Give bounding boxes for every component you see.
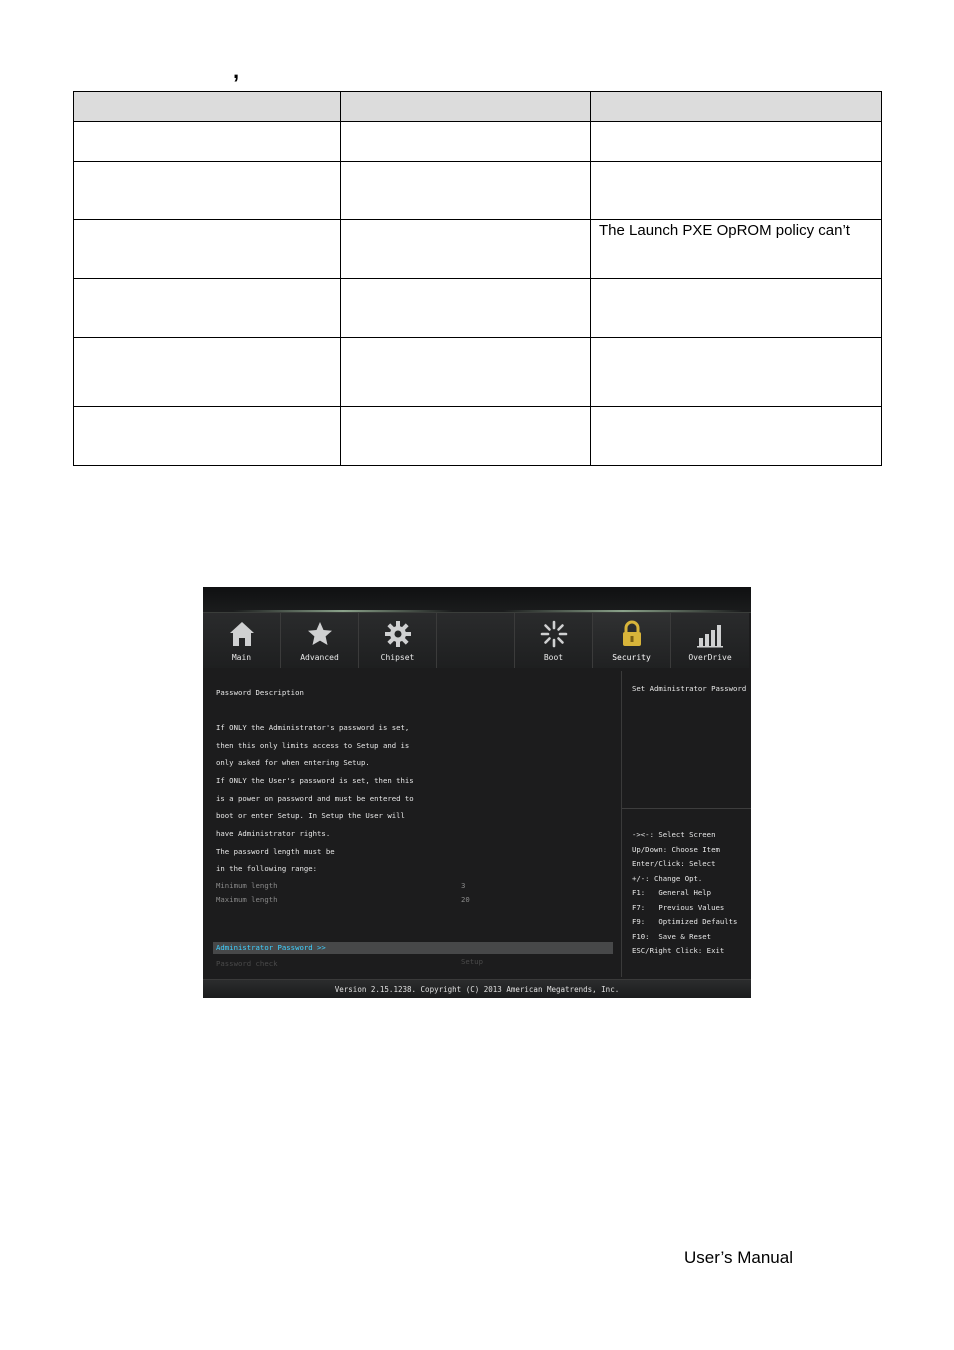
min-length-label: Minimum length <box>216 881 278 890</box>
table-header-cell <box>74 92 341 122</box>
stray-comma: , <box>233 58 240 83</box>
key-line: +/-: Change Opt. <box>632 873 703 883</box>
table-cell <box>74 279 341 338</box>
tab-label: Chipset <box>380 653 415 662</box>
tab-empty <box>437 613 515 668</box>
table-cell <box>591 122 882 162</box>
table-cell: The Launch PXE OpROM policy can’t <box>591 220 882 279</box>
table-row <box>74 162 882 220</box>
table-row <box>74 279 882 338</box>
tab-label: Advanced <box>300 653 339 662</box>
home-icon <box>227 619 257 649</box>
boot-spinner-icon <box>539 619 569 649</box>
key-line: Up/Down: Choose Item <box>632 844 720 854</box>
table-cell <box>341 279 591 338</box>
table-cell <box>591 279 882 338</box>
help-text: Set Administrator Password <box>632 684 747 693</box>
tab-label: Main <box>231 653 252 662</box>
description-line: The password length must be <box>216 847 335 856</box>
table-cell <box>591 407 882 466</box>
table-header-cell <box>591 92 882 122</box>
table-row <box>74 220 882 279</box>
description-line: is a power on password and must be entered to <box>216 794 414 803</box>
table-cell <box>341 162 591 220</box>
bios-tab-bar <box>203 613 751 668</box>
table-cell <box>341 220 591 279</box>
table-row <box>74 122 882 162</box>
key-line: F1: General Help <box>632 888 712 897</box>
table-header-cell <box>341 92 591 122</box>
bios-help-pane <box>621 671 751 977</box>
table-cell <box>74 162 341 220</box>
description-title: Password Description <box>216 688 304 697</box>
tab-security[interactable] <box>593 613 671 668</box>
description-line: have Administrator rights. <box>216 829 331 838</box>
tab-main[interactable] <box>203 613 281 668</box>
tab-label: Boot <box>543 653 564 662</box>
table-cell <box>591 338 882 407</box>
key-legend <box>632 828 737 959</box>
description-line: boot or enter Setup. In Setup the User will <box>216 811 405 820</box>
settings-table <box>73 91 882 466</box>
tab-label: Security <box>612 653 651 662</box>
max-length-value: 20 <box>461 895 470 904</box>
page-footer-title: User’s Manual <box>684 1248 793 1267</box>
table-cell <box>341 407 591 466</box>
table-cell <box>74 407 341 466</box>
description-line: then this only limits access to Setup and is <box>216 741 410 750</box>
table-cell <box>341 122 591 162</box>
lock-icon <box>617 619 647 649</box>
password-check-value[interactable]: Setup <box>461 957 483 966</box>
description-line: If ONLY the Administrator's password is set, <box>216 723 410 732</box>
table-cell <box>591 162 882 220</box>
description-line: If ONLY the User's password is set, then this <box>216 776 414 785</box>
description-line: in the following range: <box>216 864 318 873</box>
tab-advanced[interactable] <box>281 613 359 668</box>
star-icon <box>305 619 335 649</box>
administrator-password-label: Administrator Password >> <box>216 943 326 952</box>
table-row <box>74 338 882 407</box>
bios-main-pane <box>203 671 619 977</box>
bios-top-bar <box>203 587 751 613</box>
password-check-label[interactable]: Password check <box>216 959 278 968</box>
key-line: F7: Previous Values <box>632 902 725 912</box>
table-cell <box>341 338 591 407</box>
table-row <box>74 407 882 466</box>
gear-icon <box>383 619 413 649</box>
max-length-label: Maximum length <box>216 895 278 904</box>
tab-boot[interactable] <box>515 613 593 668</box>
description-line: only asked for when entering Setup. <box>216 758 370 767</box>
top-bar-glow <box>503 610 743 612</box>
key-line: F10: Save & Reset <box>632 931 712 941</box>
bios-version-footer: Version 2.15.1238. Copyright (C) 2013 American Megatrends, Inc. <box>203 979 751 998</box>
min-length-value: 3 <box>461 881 466 890</box>
table-cell <box>74 338 341 407</box>
tab-chipset[interactable] <box>359 613 437 668</box>
help-divider <box>622 808 751 809</box>
tab-overdrive[interactable] <box>671 613 749 668</box>
table-header-row <box>74 92 882 122</box>
bios-screenshot <box>203 587 751 998</box>
key-line: Enter/Click: Select <box>632 859 716 868</box>
administrator-password-item[interactable] <box>213 942 613 954</box>
top-bar-glow <box>233 610 453 612</box>
key-line: F9: Optimized Defaults <box>632 917 738 926</box>
key-line: -><-: Select Screen <box>632 830 716 839</box>
key-line: ESC/Right Click: Exit <box>632 946 725 955</box>
tab-label: OverDrive <box>688 653 732 662</box>
table-cell <box>74 220 341 279</box>
table-cell <box>74 122 341 162</box>
bars-icon <box>695 619 725 649</box>
